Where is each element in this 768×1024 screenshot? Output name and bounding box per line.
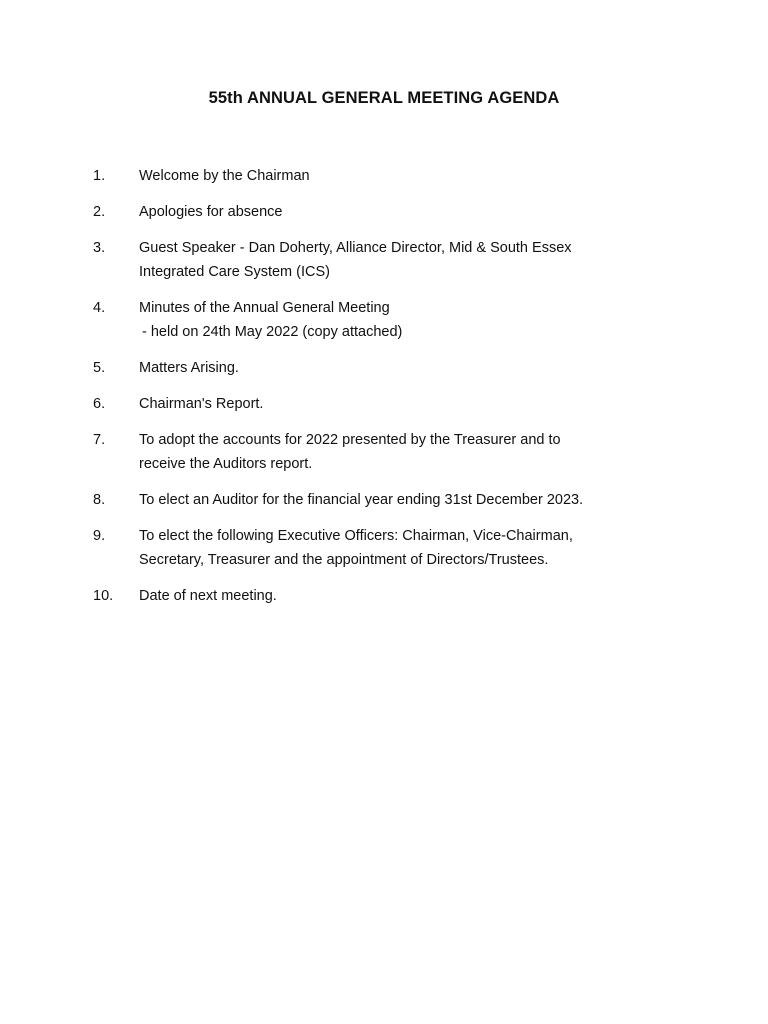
agenda-item-number: 9.	[93, 528, 106, 544]
agenda-item-text	[139, 524, 699, 572]
agenda-item-text	[139, 236, 699, 284]
agenda-item-number: 7.	[93, 432, 106, 448]
agenda-item-line: receive the Auditors report.	[139, 456, 313, 472]
agenda-item-text	[139, 392, 699, 416]
agenda-item-line: Date of next meeting.	[139, 588, 277, 604]
agenda-item-line: Minutes of the Annual General Meeting	[139, 300, 390, 316]
agenda-item-line: Matters Arising.	[139, 360, 239, 376]
agenda-item-line: Integrated Care System (ICS)	[139, 264, 330, 280]
agenda-item-number: 4.	[93, 300, 106, 316]
agenda-item-text	[139, 200, 699, 224]
agenda-item-line: To adopt the accounts for 2022 presented by the Treasurer and to	[139, 432, 561, 448]
agenda-item-line: Secretary, Treasurer and the appointment of Directors/Trustees.	[139, 552, 549, 568]
agenda-item-number: 10.	[93, 588, 114, 604]
agenda-item-number: 8.	[93, 492, 106, 508]
agenda-item-number: 6.	[93, 396, 106, 412]
agenda-item-text	[139, 296, 699, 344]
agenda-item-text	[139, 356, 699, 380]
agenda-item-line: Apologies for absence	[139, 204, 283, 220]
agenda-item-line: To elect the following Executive Officers: Chairman, Vice-Chairman,	[139, 528, 573, 544]
agenda-item-text	[139, 428, 699, 476]
agenda-item-line: Chairman's Report.	[139, 396, 264, 412]
agenda-item-text	[139, 584, 699, 608]
agenda-item-line: Welcome by the Chairman	[139, 168, 310, 184]
agenda-item-text	[139, 488, 699, 512]
agenda-item-number: 2.	[93, 204, 106, 220]
page-title: 55th ANNUAL GENERAL MEETING AGENDA	[208, 89, 560, 107]
agenda-item-line: To elect an Auditor for the financial year ending 31st December 2023.	[139, 492, 584, 508]
agenda-item-number: 1.	[93, 168, 106, 184]
agenda-item-number: 5.	[93, 360, 106, 376]
agenda-item-number: 3.	[93, 240, 106, 256]
agenda-item-line: - held on 24th May 2022 (copy attached)	[142, 324, 403, 340]
agenda-item-line: Guest Speaker - Dan Doherty, Alliance Director, Mid & South Essex	[139, 240, 572, 256]
agenda-item-text	[139, 164, 699, 188]
